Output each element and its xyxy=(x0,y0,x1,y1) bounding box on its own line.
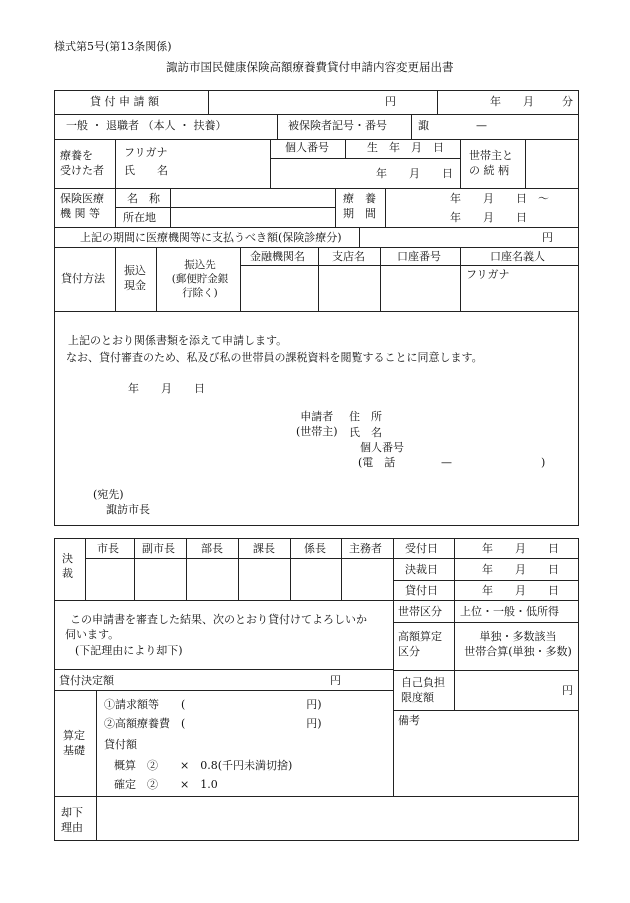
applicant-name-label: 氏 名 xyxy=(349,426,382,439)
decision-date-value[interactable]: 年 月 日 xyxy=(482,563,559,576)
declaration-line-1: 上記のとおり関係書類を添えて申請します。 xyxy=(68,334,288,347)
calc-line-4: 概算 ② × 0.8(千円未満切捨) xyxy=(114,759,293,772)
institution-label: 保険医療 機 関 等 xyxy=(60,192,104,220)
insured-number-label: 被保険者記号・番号 xyxy=(288,119,387,132)
insured-prefix: 諏 xyxy=(418,119,429,132)
calc-line-3: 貸付額 xyxy=(104,738,137,751)
loan-decision-label: 貸付決定額 xyxy=(59,674,114,687)
household-class-value[interactable]: 上位・一般・低所得 xyxy=(460,605,559,618)
transfer-cash-label[interactable]: 振込 現金 xyxy=(124,264,146,292)
stamp-mayor: 市長 xyxy=(97,542,119,555)
stamp-unit-chief: 係長 xyxy=(304,542,326,555)
declaration-line-2: なお、貸付審査のため、私及び私の世帯員の課税資料を閲覧することに同意します。 xyxy=(66,351,483,364)
branch-header: 支店名 xyxy=(332,250,365,263)
account-number-header: 口座番号 xyxy=(397,250,441,263)
institution-address-label: 所在地 xyxy=(123,211,156,224)
personal-number-label: 個人番号 xyxy=(285,141,329,154)
householder-relation-label: 世帯主と の 続 柄 xyxy=(469,149,513,177)
received-date-label: 受付日 xyxy=(405,542,438,555)
birth-label: 生 年 月 日 xyxy=(367,141,444,154)
date-month: 月 xyxy=(523,95,534,108)
calc-line-2: ②高額療養費 ( 円) xyxy=(104,717,322,730)
period-label: 療 養 期 間 xyxy=(343,192,376,220)
self-burden-yen: 円 xyxy=(562,684,573,697)
bank-name-header: 金融機関名 xyxy=(250,250,305,263)
stamp-deputy-mayor: 副市長 xyxy=(142,542,175,555)
applicant-label: 申請者 (世帯主) xyxy=(296,410,338,438)
calc-line-1: ①請求額等 ( 円) xyxy=(104,698,322,711)
category-label[interactable]: 一般 ・ 退職者 （本人 ・ 扶養） xyxy=(66,119,227,132)
date-fraction: 分 xyxy=(562,95,573,108)
stamp-section-chief: 課長 xyxy=(253,542,275,555)
declaration-date[interactable]: 年 月 日 xyxy=(128,382,205,395)
insured-dash: — xyxy=(476,119,487,132)
received-date-value[interactable]: 年 月 日 xyxy=(482,542,559,555)
loan-amount-label: 貸 付 申 請 額 xyxy=(90,95,159,108)
addressee-label: (宛先) xyxy=(93,488,124,501)
loan-decision-yen: 円 xyxy=(330,674,341,687)
applicant-address-label: 住 所 xyxy=(349,410,382,423)
period-to[interactable]: 年 月 日 xyxy=(450,211,527,224)
decision-label: 決 裁 xyxy=(62,552,73,580)
account-furigana-label: フリガナ xyxy=(466,268,510,281)
reject-reason-label: 却下 理由 xyxy=(61,806,83,834)
payable-label: 上記の期間に医療機関等に支払うべき額(保険診療分) xyxy=(80,231,342,244)
period-from[interactable]: 年 月 日 ～ xyxy=(450,192,549,205)
reject-reason-input[interactable] xyxy=(97,797,578,840)
loan-date-value[interactable]: 年 月 日 xyxy=(482,584,559,597)
applicant-personal-number-label: 個人番号 xyxy=(360,441,404,454)
patient-name-label: 氏 名 xyxy=(124,164,168,177)
review-line-3: (下記理由により却下) xyxy=(75,644,183,657)
account-holder-header: 口座名義人 xyxy=(490,250,545,263)
payable-yen: 円 xyxy=(542,231,553,244)
stamp-director: 部長 xyxy=(201,542,223,555)
applicant-phone-close: ) xyxy=(541,456,546,469)
date-year: 年 xyxy=(490,95,501,108)
applicant-phone-dash: — xyxy=(441,456,452,469)
institution-name-label: 名 称 xyxy=(127,192,160,205)
high-cost-value[interactable]: 単独・多数該当 世帯合算(単独・多数) xyxy=(464,630,572,658)
loan-date-label: 貸付日 xyxy=(405,584,438,597)
high-cost-label: 高額算定 区分 xyxy=(398,630,442,658)
birth-value[interactable]: 年 月 日 xyxy=(376,167,453,180)
self-burden-label: 自己負担 限度額 xyxy=(401,676,445,704)
form-number: 様式第5号(第13条関係) xyxy=(54,40,172,53)
decision-date-label: 決裁日 xyxy=(405,563,438,576)
stamp-officer: 主務者 xyxy=(349,542,382,555)
calc-basis-label: 算定 基礎 xyxy=(63,729,85,757)
household-class-label: 世帯区分 xyxy=(398,605,442,618)
payment-method-label: 貸付方法 xyxy=(61,272,105,285)
addressee-name: 諏訪市長 xyxy=(106,503,150,516)
loan-amount-yen: 円 xyxy=(385,95,396,108)
applicant-phone-label: (電 話 xyxy=(358,456,396,469)
page-title: 諏訪市国民健康保険高額療養費貸付申請内容変更届出書 xyxy=(166,60,454,74)
calc-line-5: 確定 ② × 1.0 xyxy=(114,778,218,791)
patient-label: 療養を 受けた者 xyxy=(60,149,104,177)
remarks-label: 備考 xyxy=(398,714,420,727)
furigana-label: フリガナ xyxy=(124,146,168,159)
loan-amount-input[interactable] xyxy=(209,91,436,113)
transfer-destination-label: 振込先 (郵便貯金銀 行除く) xyxy=(171,259,229,300)
review-line-2: 伺います。 xyxy=(65,628,120,641)
review-line-1: この申請書を審査した結果、次のとおり貸付けてよろしいか xyxy=(70,613,367,626)
